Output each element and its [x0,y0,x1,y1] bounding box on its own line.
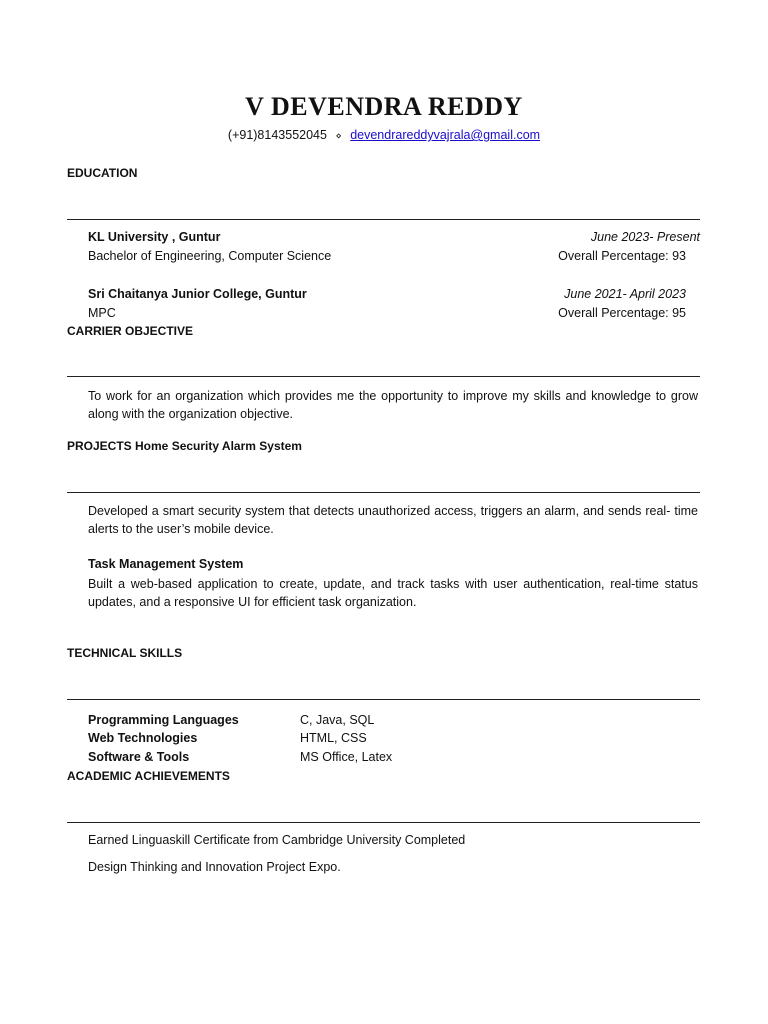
achievement-item: Design Thinking and Innovation Project Expo. [88,860,341,874]
education-dates: June 2021- April 2023 [564,287,686,301]
phone-number: (+91)8143552045 [227,128,327,142]
education-degree: MPC [88,306,116,320]
email-link[interactable]: devendrareddyvajrala@gmail.com [350,128,541,142]
education-score: Overall Percentage: 93 [558,249,686,263]
contact-line [0,128,768,142]
projects-divider [67,492,700,493]
skills-heading: TECHNICAL SKILLS [67,646,183,660]
achievements-heading: ACADEMIC ACHIEVEMENTS [67,769,230,783]
project-description: Built a web-based application to create, update, and track tasks with user authentication, real-time status updates, and a responsive UI for efficient task organization. [88,577,698,609]
objective-text: To work for an organization which provides me the opportunity to improve my skills and knowledge to grow along with the organization objective. [88,389,698,421]
objective-divider [67,376,700,377]
project-title: Task Management System [88,557,244,571]
skills-divider [67,699,700,700]
skill-value: HTML, CSS [300,731,367,745]
candidate-name: V DEVENDRA REDDY [245,92,523,121]
education-divider [67,219,700,220]
skill-label: Web Technologies [88,731,198,745]
objective-heading: CARRIER OBJECTIVE [67,324,194,338]
education-institution: KL University , Guntur [88,230,221,244]
diamond-separator-icon: ⋄ [335,131,342,142]
projects-heading: PROJECTS Home Security Alarm System [67,439,302,453]
education-degree: Bachelor of Engineering, Computer Science [88,249,332,263]
education-score: Overall Percentage: 95 [558,306,686,320]
skill-label: Software & Tools [88,750,190,764]
education-heading: EDUCATION [67,166,138,180]
skill-value: MS Office, Latex [300,750,393,764]
skill-label: Programming Languages [88,713,239,727]
achievement-item: Earned Linguaskill Certificate from Cambridge University Completed [88,833,466,847]
education-institution: Sri Chaitanya Junior College, Guntur [88,287,307,301]
project-description: Developed a smart security system that detects unauthorized access, triggers an alarm, and sends real- time alerts to the user’s mobile device. [88,504,698,536]
achievements-divider [67,822,700,823]
education-dates: June 2023- Present [590,230,700,244]
skill-value: C, Java, SQL [300,713,375,727]
